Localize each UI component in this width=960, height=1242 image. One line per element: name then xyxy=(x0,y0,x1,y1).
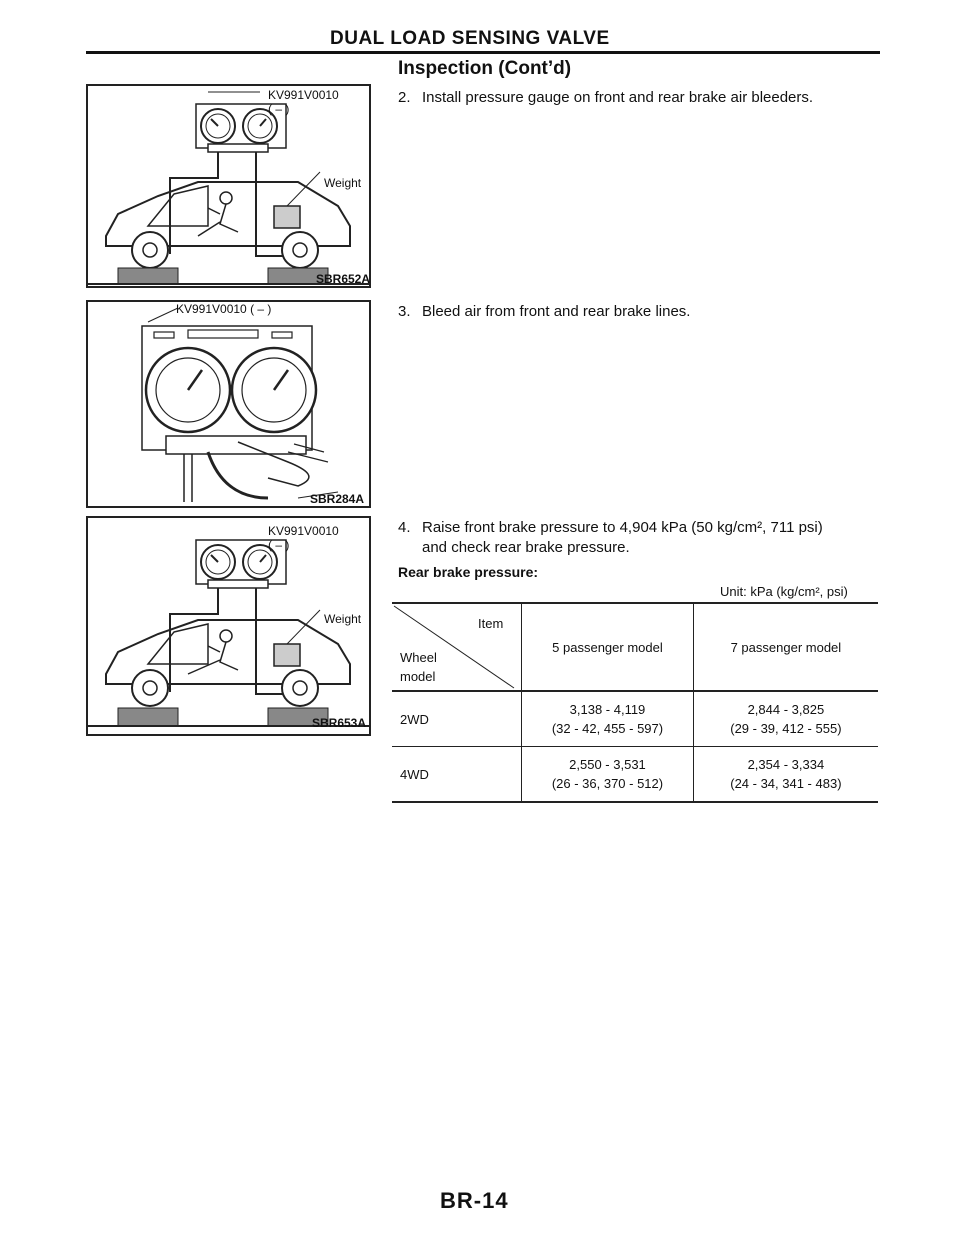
step-2 xyxy=(398,88,888,108)
tool-number-label: KV991V0010 xyxy=(268,524,339,538)
step-number: 2. xyxy=(398,89,411,106)
value-cell xyxy=(522,691,694,747)
rear-brake-pressure-table xyxy=(392,602,878,803)
figure-sbr653a xyxy=(86,516,371,736)
value-kpa: 2,844 - 3,825 xyxy=(747,702,825,717)
figure-code: SBR652A xyxy=(316,272,371,286)
step-text: Raise front brake pressure to 4,904 kPa (50 kg/cm², 711 psi) xyxy=(422,519,823,536)
value-cell xyxy=(693,691,878,747)
weight-label: Weight xyxy=(324,612,362,626)
value-cell xyxy=(522,747,694,803)
table-corner-cell xyxy=(392,603,522,691)
step-3 xyxy=(398,302,888,322)
step-text: Bleed air from front and rear brake lines. xyxy=(422,303,691,320)
tool-paren-label: ( – ) xyxy=(268,538,290,552)
figure-sbr652a xyxy=(86,84,371,288)
wheel-model-label xyxy=(392,648,437,686)
gauge-closeup-illustration xyxy=(88,302,369,506)
value-alt-units: (26 - 36, 370 - 512) xyxy=(551,776,664,791)
item-label: Item xyxy=(478,616,504,631)
value-kpa: 2,550 - 3,531 xyxy=(569,757,646,772)
tool-number-label: KV991V0010 xyxy=(268,88,339,102)
page-header: DUAL LOAD SENSING VALVE xyxy=(330,28,610,49)
column-header-7-passenger: 7 passenger model xyxy=(693,603,878,691)
value-kpa: 2,354 - 3,334 xyxy=(747,757,825,772)
wheel-cell: 2WD xyxy=(392,691,522,747)
unit-note: Unit: kPa (kg/cm², psi) xyxy=(720,584,848,599)
wheel-cell: 4WD xyxy=(392,747,522,803)
tool-number-label: KV991V0010 ( – ) xyxy=(176,302,272,316)
table-row xyxy=(392,747,878,803)
value-alt-units: (32 - 42, 455 - 597) xyxy=(551,721,664,736)
page-number: BR-14 xyxy=(440,1188,509,1213)
figure-sbr284a xyxy=(86,300,371,508)
value-alt-units: (24 - 34, 341 - 483) xyxy=(730,776,842,791)
figure-code: SBR653A xyxy=(312,716,367,730)
figure-code: SBR284A xyxy=(310,492,365,506)
rear-brake-pressure-heading: Rear brake pressure: xyxy=(398,564,539,580)
step-4 xyxy=(398,518,888,558)
value-alt-units: (29 - 39, 412 - 555) xyxy=(730,721,842,736)
column-header-5-passenger: 5 passenger model xyxy=(522,603,694,691)
value-cell xyxy=(693,747,878,803)
step-number: 3. xyxy=(398,303,411,320)
header-rule xyxy=(86,51,880,54)
model-label: model xyxy=(400,669,436,684)
step-number: 4. xyxy=(398,519,411,536)
weight-label: Weight xyxy=(324,176,362,190)
tool-paren-label: ( – ) xyxy=(268,102,290,116)
value-kpa: 3,138 - 4,119 xyxy=(569,702,646,717)
car-gauge-illustration xyxy=(88,518,369,734)
table-header-row xyxy=(392,603,878,691)
step-text: Install pressure gauge on front and rear brake air bleeders. xyxy=(422,89,814,106)
step-text-continued: and check rear brake pressure. xyxy=(422,539,630,556)
section-title: Inspection (Cont’d) xyxy=(398,58,572,79)
table-row xyxy=(392,691,878,747)
wheel-label: Wheel xyxy=(400,650,437,665)
